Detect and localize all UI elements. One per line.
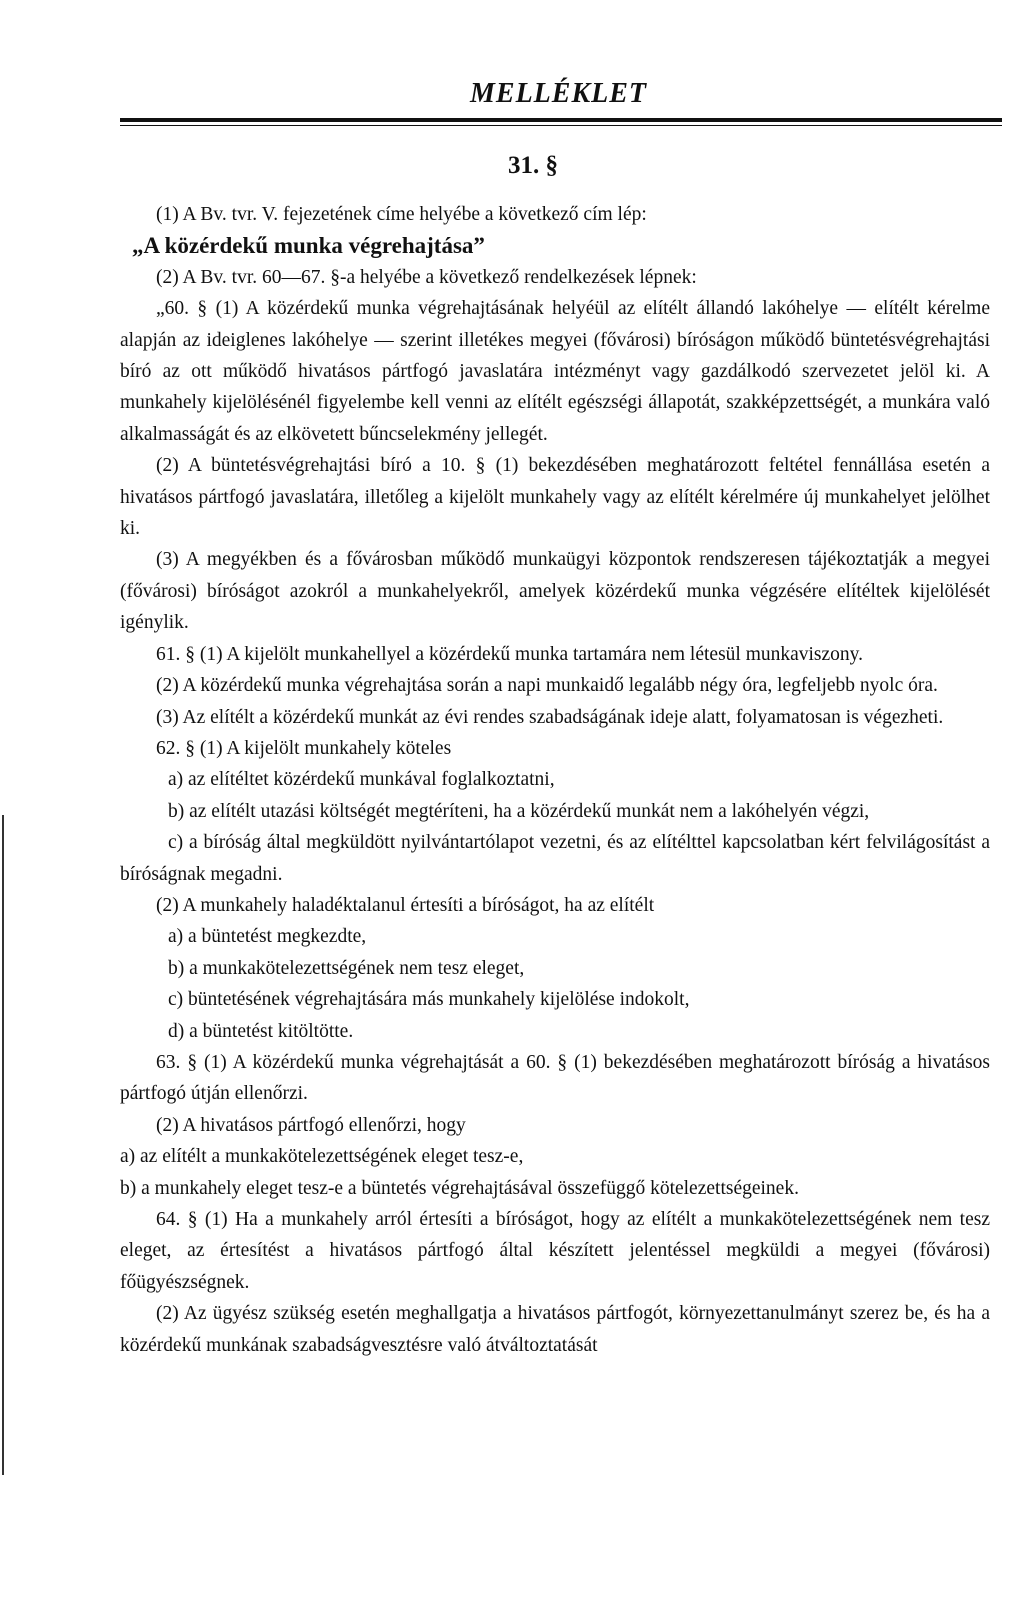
paragraph: (2) Az ügyész szükség esetén meghallgatja a hivatásos pártfogót, környezettanulmányt szerez be, és ha a közérdekű munkának szabadságvesztésre való átváltoztatását (120, 1303, 990, 1356)
list-item: b) a munkahely eleget tesz-e a büntetés végrehajtásával összefüggő kötelezettségeinek. (120, 1177, 799, 1199)
list-item: d) a büntetést kitöltötte. (168, 1020, 354, 1042)
list-item: a) az elítélt a munkakötelezettségének eleget tesz-e, (120, 1146, 524, 1168)
paragraph: 61. § (1) A kijelölt munkahellyel a közérdekű munka tartamára nem létesül munkaviszony. (156, 643, 864, 665)
document-body (120, 199, 990, 1361)
paragraph: (2) A közérdekű munka végrehajtása során a napi munkaidő legalább négy óra, legfeljebb nyolc óra. (156, 675, 938, 697)
list-item: b) a munkakötelezettségének nem tesz eleget, (168, 957, 525, 979)
paragraph: (3) A megyékben és a fővárosban működő munkaügyi központok rendszeresen tájékoztatják a megyei (fővárosi) bíróságot azokról a munkahelyekről, amelyek közérdekű munka végzésére elítéltek kijelölését igénylik. (120, 549, 990, 634)
paragraph: (2) A büntetésvégrehajtási bíró a 10. § (1) bekezdésében meghatározott feltétel fennállása esetén a hivatásos pártfogó javaslatára, illetőleg a kijelölt munkahely vagy az elítélt kérelmére új munkahelyet jelölhet ki. (120, 455, 990, 540)
paragraph: „60. § (1) A közérdekű munka végrehajtásának helyéül az elítélt állandó lakóhelye — elítélt kérelme alapján az ideiglenes lakóhelye — szerint illetékes megyei (fővárosi) bíróságon működő büntetésvégrehajtási bíró az ott működő hivatásos pártfogó javaslatára intézményt vagy gazdálkodó szervezetet jelöl ki. A munkahely kijelölésénél figyelembe kell venni az elítélt egészségi állapotát, szakképzettségét, a munkára való alkalmasságát és az elkövetett bűncselekmény jellegét. (120, 298, 990, 445)
list-item: c) büntetésének végrehajtására más munkahely kijelölése indokolt, (168, 989, 690, 1011)
paragraph: 64. § (1) Ha a munkahely arról értesíti a bíróságot, hogy az elítélt a munkakötelezettségének nem tesz eleget, az értesítést a hivatásos pártfogó által készített jelentéssel megküldi a megyei (fővárosi) főügyészségnek. (120, 1209, 990, 1293)
list-item: a) a büntetést megkezdte, (168, 926, 367, 948)
paragraph: (2) A hivatásos pártfogó ellenőrzi, hogy (156, 1114, 466, 1136)
paragraph: (2) A Bv. tvr. 60—67. §-a helyébe a következő rendelkezések lépnek: (156, 266, 697, 288)
paragraph: (2) A munkahely haladéktalanul értesíti a bíróságot, ha az elítélt (156, 894, 655, 916)
chapter-title-quote: „A közérdekű munka végrehajtása” (132, 233, 485, 259)
list-item: a) az elítéltet közérdekű munkával foglalkoztatni, (168, 769, 555, 791)
header-rule-thin (120, 125, 1002, 126)
list-item: b) az elítélt utazási költségét megtéríteni, ha a közérdekű munkát nem a lakóhelyén végzi, (168, 800, 870, 822)
paragraph: 62. § (1) A kijelölt munkahely köteles (156, 737, 452, 759)
header-rule-thick (120, 118, 1002, 122)
paragraph: (1) A Bv. tvr. V. fejezetének címe helyébe a következő cím lép: (156, 204, 647, 225)
section-number: 31. § (508, 152, 558, 179)
paragraph: (3) Az elítélt a közérdekű munkát az évi rendes szabadságának ideje alatt, folyamatosan is végezheti. (156, 706, 944, 728)
page-title: MELLÉKLET (470, 78, 648, 109)
scan-margin-line (2, 815, 4, 1475)
list-item: c) a bíróság által megküldött nyilvántartólapot vezetni, és az elítélttel kapcsolatban kért felvilágosítást a bíróságnak megadni. (120, 832, 990, 885)
paragraph: 63. § (1) A közérdekű munka végrehajtását a 60. § (1) bekezdésében meghatározott bíróság a hivatásos pártfogó útján ellenőrzi. (120, 1051, 990, 1105)
